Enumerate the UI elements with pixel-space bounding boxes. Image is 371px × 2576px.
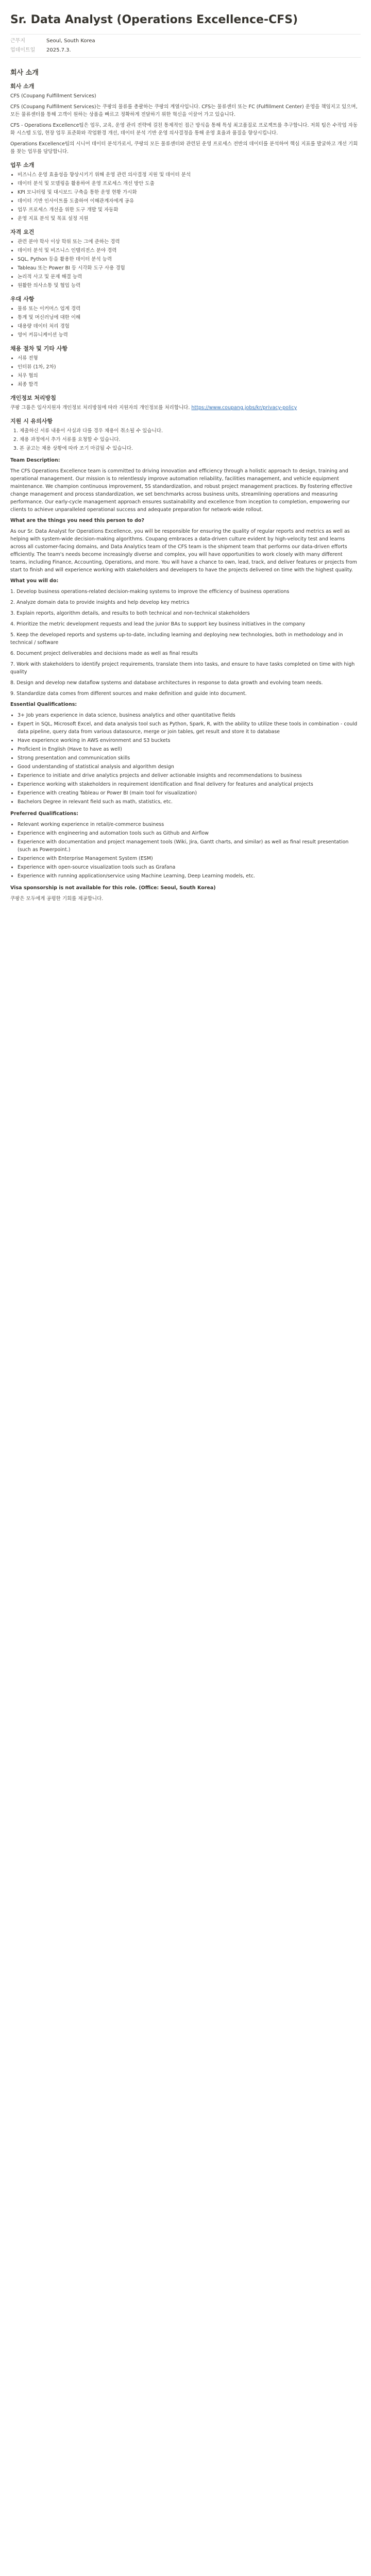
- process-title: 채용 절차 및 기타 사항: [10, 345, 68, 352]
- list-item: • 데이터 분석 및 비즈니스 인텔리전스 분야 경력: [18, 247, 361, 255]
- privacy-text: 쿠팡 그룹은 입사지원자 개인정보 처리방침에 따라 지원자의 개인정보를 처리합니다.: [10, 405, 190, 411]
- essential-list: [10, 711, 361, 806]
- notes-title: 지원 시 유의사항: [10, 418, 53, 425]
- list-item: • Good understanding of statistical analysis and algorithm design: [18, 763, 361, 771]
- list-item: 3. 본 공고는 채용 상황에 따라 조기 마감될 수 있습니다.: [20, 445, 361, 452]
- role-paragraph: As our Sr. Data Analyst for Operations Excellence, you will be responsible for ensuring the quality of regular reports and metrics as well as helping with system-wide decision-making algorithms. Coupang embraces a data-driven culture evident by high-velocity test and learns across all customer-facing domains, and Data Analytics team of the CFS team is the shipment team that performs our data-driven efforts efficiently. The team's needs become increasingly diverse and complex, you will have opportunities to work closely with many different teams, including Finance, Accounting, Operations, and more. You will have a chance to own, lead, track, and deliver features or projects from start to finish and will experience working with stakeholders and developers to have the projects delivered on time with the highest quality.: [10, 529, 357, 573]
- notes-list: [10, 427, 361, 452]
- preferred-title: 우대 사항: [10, 296, 35, 302]
- list-item: • 원활한 의사소통 및 협업 능력: [18, 282, 361, 290]
- team-paragraph: The CFS Operations Excellence team is committed to driving innovation and efficiency through a holistic approach to design, training and operational management. Our mission is to relentlessly improve automation reliability, facilities management, and vehicle equipment maintenance. We champion continuous improvement, 5S standardization, and robust project management practices. By fostering effective change management and process standardization, we set benchmarks across business units, streamlining operations and measuring performance. Our early-cycle management approach ensures sustainability and excellence from inception to completion, empowering our clients to achieve unparalleled operational success and adequate preparation for network-wide rollout.: [10, 468, 352, 513]
- list-item: • 인터뷰 (1차, 2차): [18, 363, 361, 371]
- list-item: • 물류 또는 이커머스 업계 경력: [18, 305, 361, 313]
- list-item: • 통계 및 머신러닝에 대한 이해: [18, 314, 361, 321]
- company-paragraph: CFS (Coupang Fulfillment Services)는 쿠팡의 물류를 총괄하는 쿠팡의 계열사입니다. CFS는 물류센터 또는 FC (Fulfillment Center) 운영을 책임지고 있으며, 모든 물류센터를 통해 고객이 원하는 상품을 빠르고 정확하게 전달하기 위한 혁신을 이끌어 가고 있습니다.: [10, 104, 358, 117]
- job-page: [0, 0, 371, 903]
- closing-note: 쿠팡은 모두에게 공평한 기회를 제공합니다.: [10, 896, 104, 902]
- qualifications-list: [10, 238, 361, 290]
- list-item: • 운영 지표 분석 및 목표 설정 지원: [18, 215, 361, 223]
- privacy-policy-link[interactable]: https://www.coupang.jobs/kr/privacy-policy: [191, 405, 297, 411]
- preferred-en-list: [10, 821, 361, 880]
- list-item: • Tableau 또는 Power BI 등 시각화 도구 사용 경험: [18, 264, 361, 272]
- property-value: Seoul, South Korea: [46, 38, 95, 44]
- duties-title: 업무 소개: [10, 162, 35, 168]
- list-item: • 영어 커뮤니케이션 능력: [18, 331, 361, 339]
- list-item: • 비즈니스 운영 효율성을 향상시키기 위해 운영 관련 의사결정 지원 및 데이터 분석: [18, 171, 361, 179]
- list-item: 3. Explain reports, algorithm details, and results to both technical and non-technical stakeholders: [10, 611, 250, 616]
- list-item: 9. Standardize data comes from different sources and make definition and guide into document.: [10, 691, 247, 697]
- duties-list: [10, 171, 361, 223]
- list-item: • 논리적 사고 및 문제 해결 능력: [18, 273, 361, 281]
- property-location: [10, 37, 361, 46]
- list-item: 6. Document project deliverables and decisions made as well as final results: [10, 651, 198, 656]
- preferred-list: [10, 305, 361, 339]
- list-item: 2. 채용 과정에서 추가 서류를 요청할 수 있습니다.: [20, 436, 361, 444]
- company-paragraph: CFS - Operations Excellence팀은 업무, 교육, 운영 관리 전략에 걸친 통제적인 접근 방식을 통해 특성 최고품질로 프로젝트를 추구합니다. 저희 팀은 수작업 자동화 시스템 도입, 현장 업무 표준화와 작업환경 개선, 데이터 분석 기반 운영 의사결정을 통해 운영 효율과 품질을 향상시킵니다.: [10, 123, 358, 136]
- company-paragraph: Operations Excellence팀의 시니어 데이터 분석가로서, 쿠팡의 모든 물류센터와 관련된 운영 프로세스 전반의 데이터를 분석하여 핵심 지표를 발굴하고 개선 기회를 찾는 업무를 담당합니다.: [10, 141, 358, 155]
- list-item: • 서류 전형: [18, 354, 361, 362]
- list-item: • Strong presentation and communication skills: [18, 754, 361, 762]
- company-subtitle: CFS (Coupang Fulfillment Services): [10, 93, 96, 99]
- list-item: • 대용량 데이터 처리 경험: [18, 323, 361, 330]
- list-item: • 3+ Job years experience in data science, business analytics and other quantitative fields: [18, 711, 361, 719]
- do-list: [10, 588, 361, 698]
- list-item: • Experience with creating Tableau or Power BI (main tool for visualization): [18, 789, 361, 797]
- team-label: Team Description:: [10, 457, 60, 463]
- qualifications-title: 자격 요건: [10, 229, 35, 235]
- list-item: • Experience working with stakeholders in requirement identification and final delivery for features and analytical projects: [18, 781, 361, 788]
- company-title: 회사 소개: [10, 83, 35, 90]
- list-item: 5. Keep the developed reports and systems up-to-date, including learning and deploying new technologies, both in methodology and in technical / software: [10, 632, 343, 646]
- list-item: • KPI 모니터링 및 대시보드 구축을 통한 운영 현황 가시화: [18, 189, 361, 196]
- process-list: [10, 354, 361, 388]
- list-item: • Experience to initiate and drive analytics projects and deliver actionable insights and recommendations to business: [18, 772, 361, 779]
- visa-note: Visa sponsorship is not available for this role. (Office: Seoul, South Korea): [10, 885, 216, 891]
- list-item: • 데이터 기반 인사이트를 도출하여 이해관계자에게 공유: [18, 197, 361, 205]
- list-item: • 처우 협의: [18, 372, 361, 380]
- property-label: 업데이트일: [10, 47, 36, 53]
- essential-label: Essential Qualifications:: [10, 702, 77, 707]
- list-item: • 관련 분야 학사 이상 학위 또는 그에 준하는 경력: [18, 238, 361, 246]
- role-label: What are the things you need this person to do?: [10, 518, 144, 523]
- list-item: • Experience with Enterprise Management System (ESM): [18, 855, 361, 862]
- list-item: • Have experience working in AWS environment and S3 buckets: [18, 737, 361, 744]
- privacy-paragraph: [10, 404, 361, 412]
- list-item: 2. Analyze domain data to provide insights and help develop key metrics: [10, 600, 190, 605]
- list-item: • SQL, Python 등을 활용한 데이터 분석 능력: [18, 256, 361, 263]
- property-updated: [10, 46, 361, 55]
- list-item: 7. Work with stakeholders to identify project requirements, translate them into tasks, and ensure to have tasks completed on time with high quality: [10, 662, 355, 675]
- list-item: 8. Design and develop new dataflow systems and database architectures in response to data growth and evolving team needs.: [10, 680, 323, 686]
- preferred-en-label: Preferred Qualifications:: [10, 811, 78, 817]
- property-label: 근무지: [10, 38, 25, 44]
- list-item: • Experience with engineering and automation tools such as Github and Airflow: [18, 829, 361, 837]
- list-item: • Expert in SQL, Microsoft Excel, and data analysis tool such as Python, Spark, R, with the ability to utilize these tools in combination - could data pipeline, query data from various datasource, merge or join tables, get result and store it to database: [18, 720, 361, 736]
- list-item: • Bachelors Degree in relevant field such as math, statistics, etc.: [18, 798, 361, 806]
- list-item: • Experience with documentation and project management tools (Wiki, Jira, Gantt charts, and similar) as well as final result presentation (such as Powerpoint.): [18, 838, 361, 854]
- list-item: • Experience with open-source visualization tools such as Grafana: [18, 863, 361, 871]
- section-heading-kr: 회사 소개: [10, 69, 39, 77]
- privacy-title: 개인정보 처리방침: [10, 395, 56, 401]
- list-item: 4. Prioritize the metric development requests and lead the junior BAs to support key business initiatives in the company: [10, 621, 306, 627]
- do-label: What you will do:: [10, 578, 59, 584]
- list-item: • 최종 합격: [18, 381, 361, 388]
- list-item: 1. 제출하신 서류 내용이 사실과 다를 경우 채용이 취소될 수 있습니다.: [20, 427, 361, 435]
- list-item: • Proficient in English (Have to have as well): [18, 745, 361, 753]
- property-value: 2025.7.3.: [46, 47, 71, 53]
- list-item: • Experience with running application/service using Machine Learning, Deep Learning models, etc.: [18, 872, 361, 880]
- page-title: Sr. Data Analyst (Operations Excellence-CFS): [10, 13, 298, 26]
- properties-panel: [10, 34, 361, 58]
- list-item: 1. Develop business operations-related decision-making systems to improve the efficiency of business operations: [10, 589, 290, 595]
- list-item: • 데이터 분석 및 모델링을 활용하여 운영 프로세스 개선 방안 도출: [18, 180, 361, 188]
- list-item: • 업무 프로세스 개선을 위한 도구 개발 및 자동화: [18, 206, 361, 214]
- list-item: • Relevant working experience in retail/e-commerce business: [18, 821, 361, 828]
